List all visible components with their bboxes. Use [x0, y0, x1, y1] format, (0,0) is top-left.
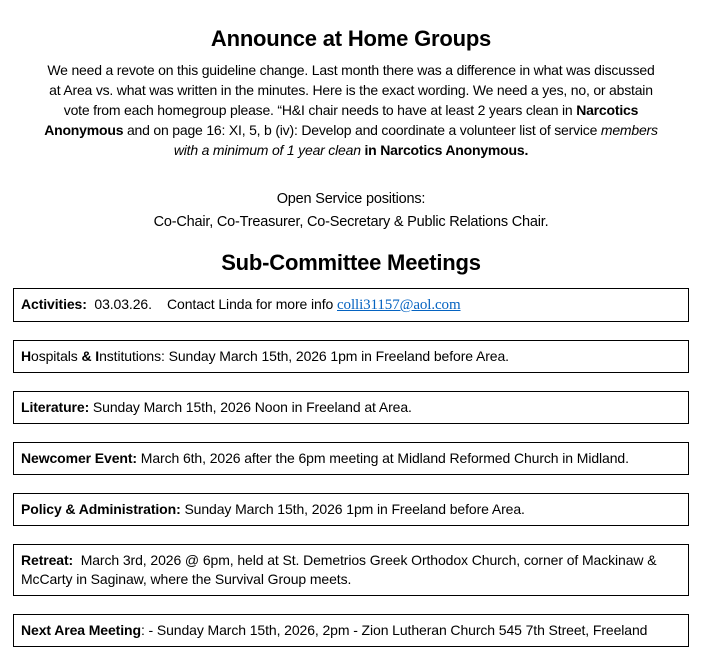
intro-line [16, 100, 686, 120]
intro-line [16, 60, 686, 80]
meeting-label: & I [81, 348, 100, 364]
intro-text: and on page 16: XI, 5, b (iv): Develop and coordinate a volunteer list of service [123, 122, 601, 138]
meeting-box-newcomer-event [13, 442, 689, 475]
subcommittee-heading: Sub-Committee Meetings [221, 250, 481, 275]
meeting-box-retreat [13, 544, 689, 596]
intro-text: We need a revote on this guideline change. Last month there was a difference in what was discussed [47, 62, 655, 78]
meeting-detail: 03.03.26. Contact Linda for more info [86, 296, 337, 312]
meeting-list [13, 288, 689, 647]
meeting-label: Retreat: [21, 552, 74, 568]
meeting-detail: Sunday March 15th, 2026 Noon in Freeland at Area. [89, 399, 412, 415]
intro-text-bold: Anonymous [44, 122, 124, 138]
intro-text: vote from each homegroup please. “H&I chair needs to have at least 2 years clean in [63, 102, 577, 118]
open-positions-title: Open Service positions: [276, 191, 426, 207]
intro-line [16, 140, 686, 160]
meeting-box-policy-administration [13, 493, 689, 526]
meeting-box-literature [13, 391, 689, 424]
open-positions-roles: Co-Chair, Co-Treasurer, Co-Secretary & Public Relations Chair. [153, 214, 549, 230]
meeting-detail: ospitals [31, 348, 82, 364]
meeting-detail: : - Sunday March 15th, 2026, 2pm - Zion Lutheran Church 545 7th Street, Freeland [140, 622, 648, 638]
intro-text-italic: members [600, 122, 658, 138]
meeting-label: Next Area Meeting [21, 622, 141, 638]
meeting-box-activities [13, 288, 689, 322]
intro-text-bold: in Narcotics Anonymous. [360, 142, 529, 158]
open-positions-section [0, 188, 702, 234]
intro-line [16, 120, 686, 140]
intro-line [16, 80, 686, 100]
meeting-label: Literature: [21, 399, 90, 415]
intro-text-italic: with a minimum of 1 year clean [173, 142, 361, 158]
meeting-detail: March 6th, 2026 after the 6pm meeting at Midland Reformed Church in Midland. [136, 450, 629, 466]
meeting-label: H [21, 348, 32, 364]
meeting-detail: Sunday March 15th, 2026 1pm in Freeland before Area. [180, 501, 525, 517]
meeting-box-next-area-meeting [13, 614, 689, 647]
page-title: Announce at Home Groups [210, 26, 492, 51]
meeting-label: Activities: [21, 296, 87, 312]
email-link[interactable]: colli31157@aol.com [337, 297, 461, 313]
intro-text-bold: Narcotics [576, 102, 639, 118]
meeting-box-hospitals-institutions [13, 340, 689, 373]
intro-text: at Area vs. what was written in the minutes. Here is the exact wording. We need a yes, no, or abstain [49, 82, 653, 98]
intro-paragraph [16, 60, 686, 160]
meeting-label: Newcomer Event: [21, 450, 137, 466]
meeting-label: Policy & Administration: [21, 501, 181, 517]
meeting-detail: nstitutions: Sunday March 15th, 2026 1pm in Freeland before Area. [99, 348, 509, 364]
meeting-detail: March 3rd, 2026 @ 6pm, held at St. Demetrios Greek Orthodox Church, corner of Mackinaw & McCarty in Saginaw, where the Survival Group meets. [21, 552, 661, 587]
